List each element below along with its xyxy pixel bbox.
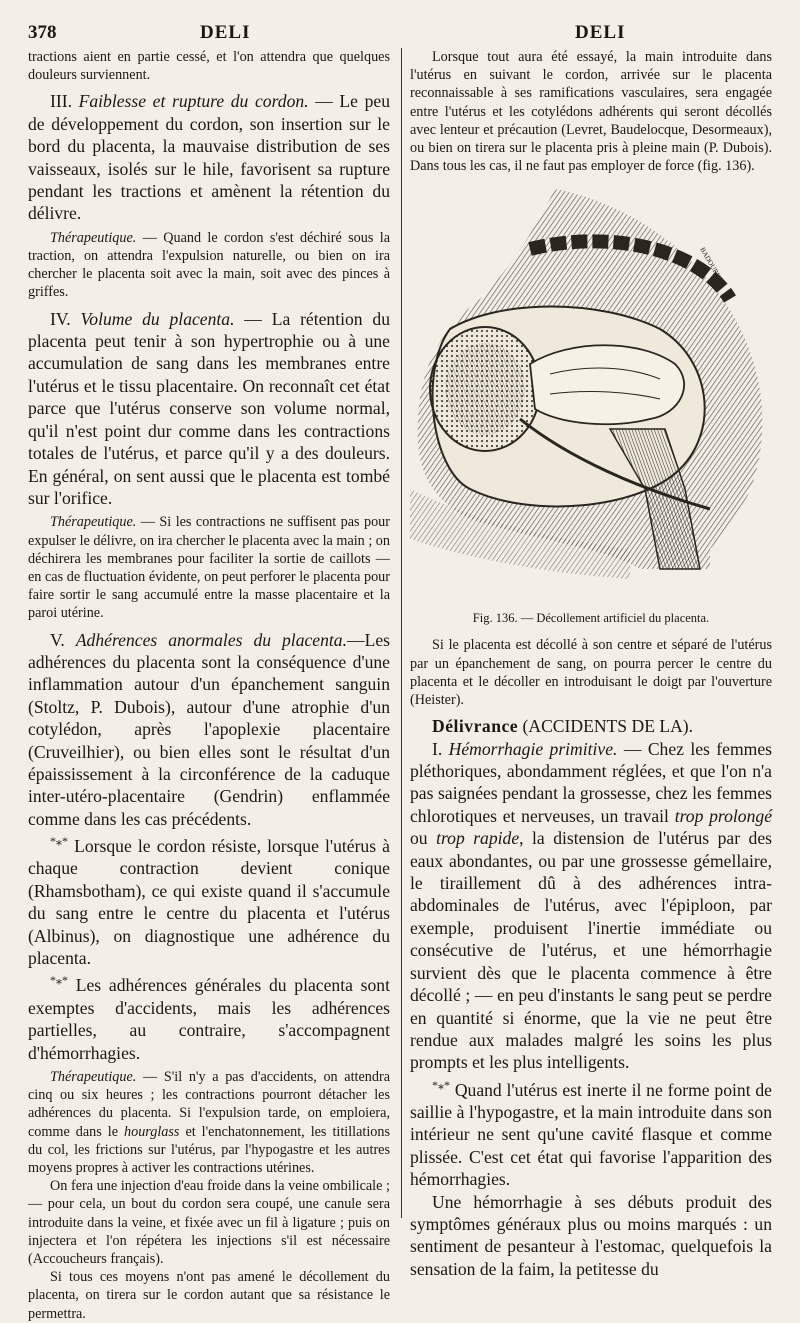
section-title: Adhérences anormales du placenta. <box>75 629 347 650</box>
asterism: *⁎* <box>432 1077 450 1092</box>
figure-136 <box>410 189 772 609</box>
engraver-signature: BADOUREAU <box>698 246 728 289</box>
section-body-mid: ou <box>410 828 437 849</box>
therapeutique-label: Thérapeutique. <box>50 229 137 246</box>
right-column <box>410 48 772 1280</box>
column-divider <box>401 48 402 1218</box>
section-v <box>28 629 390 831</box>
entry-subtitle: (ACCIDENTS DE LA). <box>518 716 694 737</box>
running-title-left: DELI <box>200 22 251 43</box>
therapeutique-paragraph <box>28 1068 390 1177</box>
therapeutique-body: — Si les contractions ne suffisent pas pour expulser le délivre, on ira chercher le placenta avec la main ; on déchirera les membranes pour faciliter la sortie de caillots — en cas de fluctuation évidente, on peut perforer le placenta pour faire sortir le sang accumulé entre la masse placentaire et la paroi utérine. <box>28 514 390 622</box>
paragraph-heister: Si le placenta est décollé à son centre et séparé de l'utérus par un épanchement de sang, on pourra percer le centre du placenta et le décoller en introduisant le doigt par l'ouverture (Heister). <box>410 637 772 709</box>
section-body: —Les adhérences du placenta sont la conséquence d'une inflammation autour d'un épanchement sanguin (Stoltz, P. Dubois), autour d'une atrophie d'un cotylédon, après l'apoplexie placentaire (Cruveilhier), ou bien elles sont le résultat d'un épaississement à la circonférence de la caduque inter-utéro-placentaire (Gendrin) enflammée comme dans les cas précédents. <box>28 629 390 829</box>
section-body: — Chez les femmes pléthoriques, abondamment réglées, et que l'on n'a pas saignées pendant la grossesse, chez les femmes chlorotiques et nerveuses, un travail <box>410 738 772 826</box>
section-title: Volume du placenta. <box>80 308 235 329</box>
section-number: V. <box>50 629 65 650</box>
paragraph-text: Quand l'utérus est inerte il ne forme point de saillie à l'hypogastre, et la main introduite dans son intérieur ne sent qu'une cavité flasque et comme plissée. C'est cet état qui favorise l'apparition des hémorrhagies. <box>410 1079 772 1190</box>
therapeutique-body: — S'il n'y a pas d'accidents, on attendra cinq ou six heures ; les contractions pourront détacher les adhérences du placenta. Si l'expulsion tarde, on emploiera, comme dans le <box>28 1068 390 1140</box>
emphasis-prolonge: trop prolongé <box>674 805 772 826</box>
therapeutique-label: Thérapeutique. <box>50 1068 137 1085</box>
page-number: 378 <box>28 22 57 43</box>
therapeutique-paragraph <box>28 229 390 302</box>
paragraph-adherences <box>28 969 390 1063</box>
paragraph-inertie <box>410 1074 772 1191</box>
therapeutique-paragraph <box>28 513 390 622</box>
running-header <box>0 22 800 44</box>
therapeutique-label: Thérapeutique. <box>50 514 137 531</box>
asterism: *⁎* <box>50 973 68 988</box>
section-number: I. <box>432 738 443 759</box>
therapeutique-body: — Quand le cordon s'est déchiré sous la traction, on attendra l'expulsion naturelle, ou bien on ira chercher le placenta soit avec la main, soit avec des pinces à griffes. <box>28 229 390 301</box>
running-title-right: DELI <box>575 22 626 43</box>
section-title: Faiblesse et rupture du cordon. <box>78 91 309 112</box>
emphasis-rapide: trop rapide <box>436 828 520 849</box>
paragraph-text: Les adhérences générales du placenta sont exemptes d'accidents, mais les adhérences partielles, au contraire, s'accompagnent d'hémorrhagies. <box>28 975 390 1063</box>
section-iv <box>28 308 390 510</box>
section-body-cont: , la distension de l'utérus par des eaux abondantes, ou par une grossesse gémellaire, le tiraillement dû à des adhérences intra-abdominales de l'utérus, avec l'épiploon, par exemple, produisent l'inertie immédiate ou consécutive de l'utérus, et une hémorrhagie survient dès que le placenta commence à être décollé ; — en peu d'instants le sang peut se perdre en quantité si énorme, que la vie ne peut être rendue aux malades malgré les soins les plus prompts et les plus intelligents. <box>410 828 772 1073</box>
paragraph-top: Lorsque tout aura été essayé, la main introduite dans l'utérus en suivant le cordon, arrivée sur le placenta reconnaissable à ses ramifications vasculaires, sera engagée entre l'utérus et les cotylédons adhérents qui seront décollés avec lenteur et précaution (Levret, Baudelocque, Desormeaux), ou bien on tirera sur le placenta pris à pleine main (P. Dubois). Dans tous les cas, il ne faut pas employer de force (fig. 136). <box>410 49 772 175</box>
paragraph-symptomes: Une hémorrhagie à ses débuts produit des symptômes généraux plus ou moins marqués : un sentiment de pesanteur à l'estomac, quelquefois la sensation de la faim, la petitesse du <box>410 1191 772 1279</box>
left-column <box>28 48 390 1323</box>
section-number: III. <box>50 91 72 112</box>
paragraph-diagnosis <box>28 830 390 969</box>
entry-heading <box>410 715 772 737</box>
entry-word: Délivrance <box>432 716 519 737</box>
paragraph-continuation: tractions aient en partie cessé, et l'on attendra que quelques douleurs surviennent. <box>28 49 390 84</box>
placenta-engraving <box>410 189 772 609</box>
section-body: — La rétention du placenta peut tenir à son hypertrophie ou à une accumulation de sang dans les membranes entre l'utérus et le tissu placentaire. On reconnaît cet état parce que l'utérus conserve son volume normal, qu'il n'est point dur comme dans les contractions totales de l'utérus, et parce qu'il y a des douleurs. En général, on sent aussi que le placenta est tombé sur l'orifice. <box>28 308 390 508</box>
section-number: IV. <box>50 308 71 329</box>
section-i <box>410 738 772 1074</box>
hourglass-term: hourglass <box>124 1123 180 1140</box>
section-title: Hémorrhagie primitive. <box>448 738 618 759</box>
asterism: *⁎* <box>50 834 68 849</box>
therapeutique-body-cont: et l'enchatonnement, les titillations du col, les frictions sur l'utérus, par l'hypogastre et les autres moyens propres à activer les contractions utérines. <box>28 1123 390 1176</box>
paragraph-final: Si tous ces moyens n'ont pas amené le décollement du placenta, on tirera sur le cordon autant que sa résistance le permettra. <box>28 1269 390 1322</box>
figure-caption: Fig. 136. — Décollement artificiel du placenta. <box>472 611 710 626</box>
section-iii <box>28 90 390 224</box>
paragraph-injection: On fera une injection d'eau froide dans la veine ombilicale ; — pour cela, un bout du cordon sera coupé, une canule sera introduite dans la veine, et fixée avec un fil à ligature ; puis on injectera et l'on répétera les injections s'il est nécessaire (Accoucheurs français). <box>28 1178 390 1267</box>
paragraph-text: Lorsque le cordon résiste, lorsque l'utérus à chaque contraction devient conique (Rhamsbotham), ce qui existe quand il s'accumule du sang entre le centre du placenta et l'utérus (Albinus), on diagnostique une adhérence du placenta. <box>28 836 390 969</box>
section-body: — Le peu de développement du cordon, son insertion sur le bord du placenta, la mauvaise distribution de ses vaisseaux, isolés sur le hile, favorisent sa rupture pendant les tractions et amènent la rétention du délivre. <box>28 91 391 224</box>
